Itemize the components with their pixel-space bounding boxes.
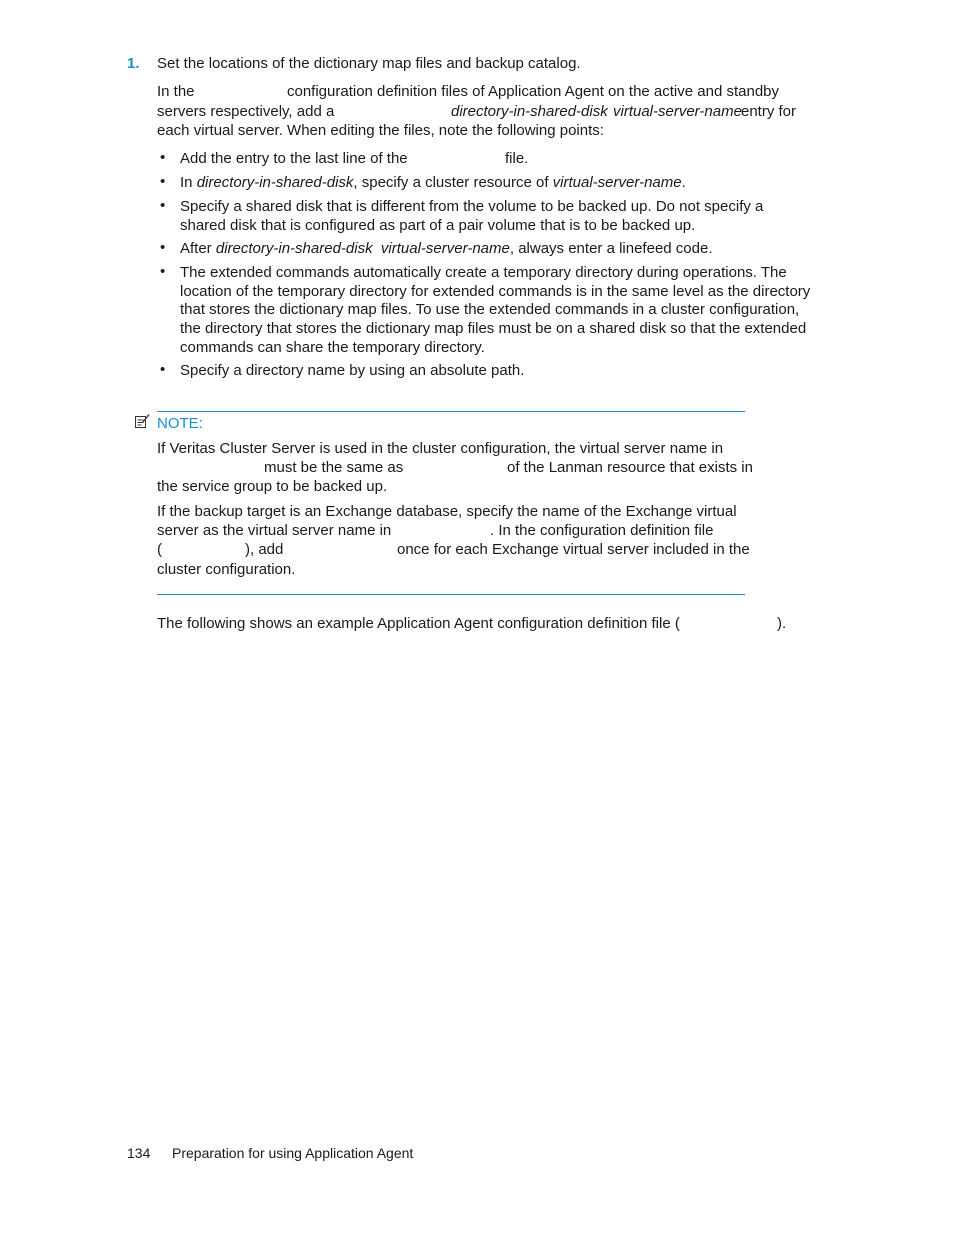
note-p2-line-3c: once for each Exchange virtual server included in the <box>397 541 750 558</box>
bullet-5-line-1: The extended commands automatically create a temporary directory during operations. The <box>180 264 787 281</box>
note-bottom-rule <box>157 594 745 595</box>
bullet-5-line-2: location of the temporary directory for extended commands is in the same level as the directory <box>180 283 811 300</box>
bullet-3-line-2: shared disk that is configured as part of a pair volume that is to be backed up. <box>180 217 696 234</box>
bullet-1b: file. <box>505 150 529 167</box>
bullet-dot: • <box>160 197 166 214</box>
note-p2-line-2b: . In the configuration definition file <box>490 522 714 539</box>
note-p2-line-4: cluster configuration. <box>157 561 296 578</box>
note-icon <box>134 413 150 429</box>
intro-line-2a: servers respectively, add a <box>157 103 335 120</box>
intro-line-1b: configuration definition files of Application Agent on the active and standby <box>287 83 780 100</box>
bullet-4: After directory-in-shared-disk virtual-server-name, always enter a linefeed code. <box>180 240 713 257</box>
bullet-3-line-1: Specify a shared disk that is different from the volume to be backed up. Do not specify a <box>180 198 764 215</box>
page-number: 134 <box>127 1145 151 1161</box>
bullet-2: In directory-in-shared-disk, specify a cluster resource of virtual-server-name. <box>180 174 686 191</box>
bullet-dot: • <box>160 173 166 190</box>
note-p1-line-2b: of the Lanman resource that exists in <box>507 459 753 476</box>
note-p2-line-2a: server as the virtual server name in <box>157 522 392 539</box>
step-number: 1. <box>127 55 140 72</box>
intro-line-2-italic-1: directory-in-shared-disk <box>451 103 608 120</box>
intro-line-3: each virtual server. When editing the files, note the following points: <box>157 122 604 139</box>
closing-text-b: ). <box>777 615 787 632</box>
bullet-5-line-5: commands can share the temporary directory. <box>180 339 485 356</box>
note-p2-line-3b: ), add <box>245 541 284 558</box>
note-p2-line-1: If the backup target is an Exchange database, specify the name of the Exchange virtual <box>157 503 737 520</box>
bullet-6: Specify a directory name by using an absolute path. <box>180 362 525 379</box>
note-label: NOTE: <box>157 415 203 432</box>
footer-title: Preparation for using Application Agent <box>172 1145 414 1161</box>
bullet-5-line-3: that stores the dictionary map files. To use the extended commands in a cluster configuration, <box>180 301 800 318</box>
note-p1-line-2a: must be the same as <box>264 459 404 476</box>
bullet-dot: • <box>160 263 166 280</box>
intro-line-2-italic-2: virtual-server-name <box>613 103 742 120</box>
closing-text-a: The following shows an example Application Agent configuration definition file ( <box>157 615 680 632</box>
intro-line-2c: entry for <box>741 103 797 120</box>
note-top-rule <box>157 411 745 412</box>
bullet-1a: Add the entry to the last line of the <box>180 150 408 167</box>
note-p1-line-1: If Veritas Cluster Server is used in the cluster configuration, the virtual server name in <box>157 440 724 457</box>
note-p2-line-3a: ( <box>157 541 162 558</box>
intro-line-1a: In the <box>157 83 195 100</box>
bullet-dot: • <box>160 149 166 166</box>
step-text: Set the locations of the dictionary map files and backup catalog. <box>157 55 581 72</box>
bullet-dot: • <box>160 239 166 256</box>
bullet-5-line-4: the directory that stores the dictionary map files must be on a shared disk so that the extended <box>180 320 807 337</box>
bullet-dot: • <box>160 361 166 378</box>
note-p1-line-3: the service group to be backed up. <box>157 478 388 495</box>
